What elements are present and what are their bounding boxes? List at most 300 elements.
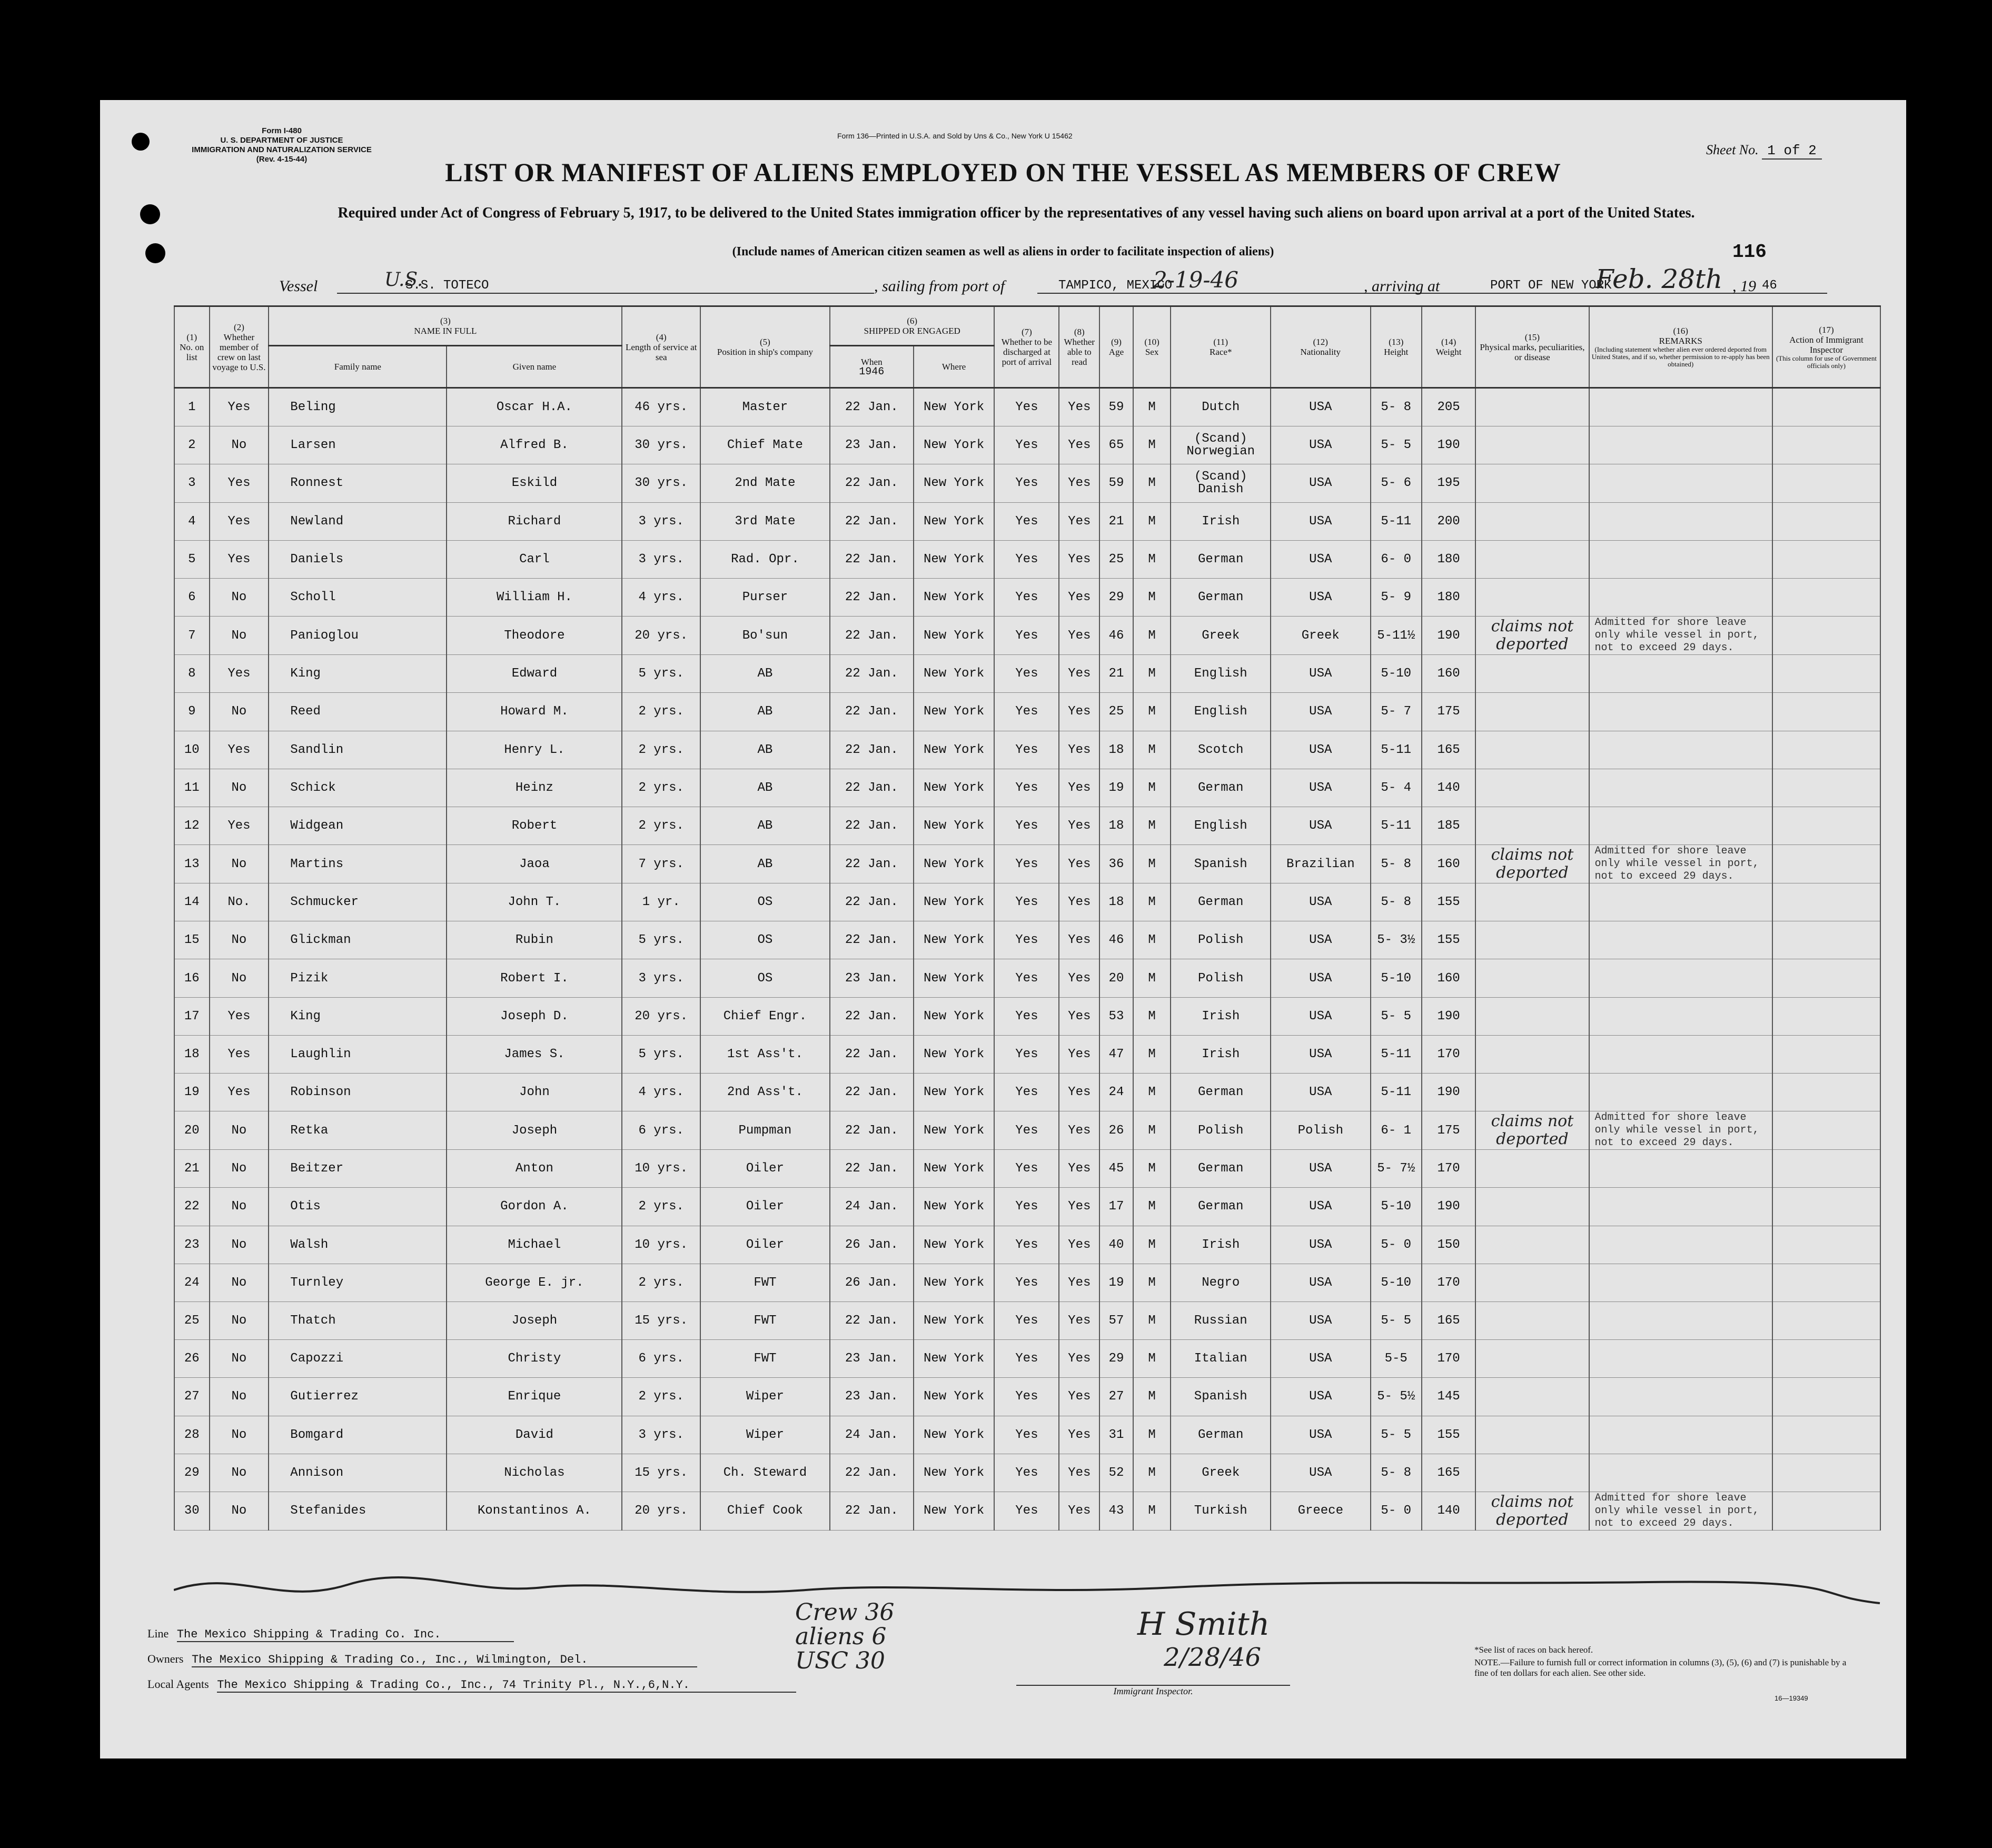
cell-physical-marks <box>1475 807 1589 844</box>
cell-physical-marks <box>1475 1226 1589 1264</box>
cell-shipped-where: New York <box>914 1264 995 1301</box>
cell-shipped-where: New York <box>914 1188 995 1226</box>
cell-last-voyage: No <box>210 1416 269 1454</box>
cell-shipped-when: 22 Jan. <box>830 540 914 578</box>
cell-able-to-read: Yes <box>1059 1454 1099 1492</box>
cell-shipped-where: New York <box>914 1035 995 1073</box>
cell-able-to-read: Yes <box>1059 1226 1099 1264</box>
cell-row-number: 28 <box>174 1416 210 1454</box>
cell-nationality: Brazilian <box>1271 845 1371 883</box>
vessel-name: S.S. TOTECO <box>337 279 874 294</box>
cell-service-length: 6 yrs. <box>622 1340 700 1378</box>
cell-sex: M <box>1133 388 1171 426</box>
cell-race: Dutch <box>1171 388 1271 426</box>
cell-shipped-when: 22 Jan. <box>830 1111 914 1150</box>
cell-weight: 200 <box>1422 502 1475 540</box>
cell-row-number: 25 <box>174 1301 210 1339</box>
cell-last-voyage: Yes <box>210 997 269 1035</box>
cell-weight: 155 <box>1422 883 1475 921</box>
cell-sex: M <box>1133 921 1171 959</box>
cell-weight: 140 <box>1422 769 1475 807</box>
cell-age: 29 <box>1099 1340 1133 1378</box>
cell-remarks <box>1589 1226 1772 1264</box>
cell-able-to-read: Yes <box>1059 1340 1099 1378</box>
cell-position: FWT <box>700 1301 830 1339</box>
cell-service-length: 2 yrs. <box>622 1264 700 1301</box>
cell-physical-marks <box>1475 997 1589 1035</box>
cell-shipped-where: New York <box>914 1416 995 1454</box>
cell-inspector-action <box>1772 883 1880 921</box>
cell-height: 5- 5½ <box>1371 1378 1422 1416</box>
cell-weight: 195 <box>1422 464 1475 502</box>
cell-weight: 145 <box>1422 1378 1475 1416</box>
cell-position: OS <box>700 959 830 997</box>
cell-sex: M <box>1133 1264 1171 1301</box>
table-row <box>174 1454 1880 1492</box>
cell-physical-marks <box>1475 1454 1589 1492</box>
cell-service-length: 15 yrs. <box>622 1301 700 1339</box>
cell-physical-marks <box>1475 1264 1589 1301</box>
col-header-last-voyage: (2) Whether member of crew on last voyage to U.S. <box>210 306 269 388</box>
cell-nationality: USA <box>1271 921 1371 959</box>
cell-sex: M <box>1133 540 1171 578</box>
col-header-height: (13) Height <box>1371 306 1422 388</box>
binder-hole <box>140 204 160 224</box>
cell-service-length: 2 yrs. <box>622 1378 700 1416</box>
cell-race: Spanish <box>1171 1378 1271 1416</box>
sheet-label: Sheet No. <box>1706 142 1759 157</box>
cell-remarks <box>1589 1378 1772 1416</box>
cell-race: Turkish <box>1171 1492 1271 1530</box>
cell-family-name: Annison <box>269 1454 447 1492</box>
cell-shipped-where: New York <box>914 617 995 655</box>
sailing-label: , sailing from port of <box>874 277 1005 295</box>
cell-sex: M <box>1133 1111 1171 1150</box>
col-header-read: (8) Whether able to read <box>1059 306 1099 388</box>
cell-inspector-action <box>1772 1492 1880 1530</box>
cell-given-name: Edward <box>447 655 622 693</box>
cell-remarks <box>1589 655 1772 693</box>
col-header-remarks: (16) REMARKS (Including statement whether alien ever ordered deported from United States, and if so, whether permission to re-apply has been obtained) <box>1589 306 1772 388</box>
cell-nationality: USA <box>1271 997 1371 1035</box>
cell-physical-marks: claims not deported <box>1475 1111 1589 1150</box>
cell-sex: M <box>1133 807 1171 844</box>
cell-given-name: Enrique <box>447 1378 622 1416</box>
cell-nationality: USA <box>1271 655 1371 693</box>
cell-shipped-when: 22 Jan. <box>830 1454 914 1492</box>
cell-row-number: 11 <box>174 769 210 807</box>
cell-last-voyage: No <box>210 578 269 616</box>
cell-given-name: Joseph D. <box>447 997 622 1035</box>
cell-race: Greek <box>1171 1454 1271 1492</box>
cell-weight: 190 <box>1422 997 1475 1035</box>
cell-height: 5- 9 <box>1371 578 1422 616</box>
cell-given-name: Joseph <box>447 1301 622 1339</box>
cell-family-name: Pizik <box>269 959 447 997</box>
cell-remarks <box>1589 693 1772 731</box>
cell-race: Irish <box>1171 1226 1271 1264</box>
cell-row-number: 3 <box>174 464 210 502</box>
cell-age: 59 <box>1099 388 1133 426</box>
cell-age: 18 <box>1099 883 1133 921</box>
cell-row-number: 10 <box>174 731 210 769</box>
table-row <box>174 1150 1880 1188</box>
cell-weight: 205 <box>1422 388 1475 426</box>
cell-age: 20 <box>1099 959 1133 997</box>
cell-last-voyage: No <box>210 1188 269 1226</box>
table-row <box>174 769 1880 807</box>
cell-shipped-where: New York <box>914 388 995 426</box>
cell-race: English <box>1171 693 1271 731</box>
cell-able-to-read: Yes <box>1059 617 1099 655</box>
cell-family-name: Schmucker <box>269 883 447 921</box>
cell-sex: M <box>1133 426 1171 464</box>
penalty-note: NOTE.—Failure to furnish full or correct information in columns (3), (5), (6) and (7) is punishable by a fine of ten dollars for each alien. See other side. <box>1474 1657 1847 1678</box>
cell-weight: 190 <box>1422 426 1475 464</box>
cell-family-name: Walsh <box>269 1226 447 1264</box>
cell-given-name: Gordon A. <box>447 1188 622 1226</box>
closing-wavy-line <box>174 1574 1885 1622</box>
cell-position: FWT <box>700 1340 830 1378</box>
sheet-number <box>1706 142 1822 158</box>
cell-race: Irish <box>1171 997 1271 1035</box>
cell-race: Negro <box>1171 1264 1271 1301</box>
cell-service-length: 5 yrs. <box>622 921 700 959</box>
cell-shipped-when: 22 Jan. <box>830 464 914 502</box>
cell-race: Greek <box>1171 617 1271 655</box>
cell-discharge: Yes <box>994 997 1059 1035</box>
cell-last-voyage: No <box>210 1492 269 1530</box>
cell-race: English <box>1171 655 1271 693</box>
cell-shipped-when: 24 Jan. <box>830 1416 914 1454</box>
cell-last-voyage: No <box>210 921 269 959</box>
cell-race: Polish <box>1171 921 1271 959</box>
cell-row-number: 30 <box>174 1492 210 1530</box>
cell-able-to-read: Yes <box>1059 1111 1099 1150</box>
col-header-nationality: (12) Nationality <box>1271 306 1371 388</box>
cell-shipped-when: 22 Jan. <box>830 921 914 959</box>
cell-last-voyage: No <box>210 1150 269 1188</box>
cell-nationality: USA <box>1271 388 1371 426</box>
cell-discharge: Yes <box>994 426 1059 464</box>
cell-shipped-where: New York <box>914 959 995 997</box>
col-header-where: Where <box>914 346 995 388</box>
cell-able-to-read: Yes <box>1059 502 1099 540</box>
cell-height: 5-5 <box>1371 1340 1422 1378</box>
cell-able-to-read: Yes <box>1059 655 1099 693</box>
cell-given-name: James S. <box>447 1035 622 1073</box>
cell-able-to-read: Yes <box>1059 1074 1099 1111</box>
cell-sex: M <box>1133 1378 1171 1416</box>
cell-nationality: USA <box>1271 959 1371 997</box>
table-row <box>174 1416 1880 1454</box>
line-value: The Mexico Shipping & Trading Co. Inc. <box>177 1628 514 1642</box>
cell-shipped-when: 26 Jan. <box>830 1226 914 1264</box>
cell-inspector-action <box>1772 464 1880 502</box>
cell-last-voyage: No. <box>210 883 269 921</box>
cell-physical-marks <box>1475 426 1589 464</box>
cell-height: 6- 0 <box>1371 540 1422 578</box>
cell-service-length: 4 yrs. <box>622 1074 700 1111</box>
cell-discharge: Yes <box>994 959 1059 997</box>
cell-nationality: USA <box>1271 1035 1371 1073</box>
cell-age: 21 <box>1099 502 1133 540</box>
table-row <box>174 655 1880 693</box>
cell-able-to-read: Yes <box>1059 540 1099 578</box>
cell-remarks <box>1589 578 1772 616</box>
cell-position: 3rd Mate <box>700 502 830 540</box>
cell-given-name: Joseph <box>447 1111 622 1150</box>
cell-inspector-action <box>1772 921 1880 959</box>
cell-shipped-when: 26 Jan. <box>830 1264 914 1301</box>
cell-service-length: 30 yrs. <box>622 464 700 502</box>
cell-physical-marks <box>1475 1035 1589 1073</box>
cell-height: 5- 6 <box>1371 464 1422 502</box>
cell-shipped-when: 22 Jan. <box>830 1150 914 1188</box>
cell-age: 31 <box>1099 1416 1133 1454</box>
cell-discharge: Yes <box>994 807 1059 844</box>
col-header-service: (4) Length of service at sea <box>622 306 700 388</box>
cell-nationality: Polish <box>1271 1111 1371 1150</box>
cell-sex: M <box>1133 883 1171 921</box>
cell-last-voyage: Yes <box>210 540 269 578</box>
cell-row-number: 12 <box>174 807 210 844</box>
cell-nationality: USA <box>1271 1454 1371 1492</box>
table-row <box>174 845 1880 883</box>
cell-able-to-read: Yes <box>1059 1416 1099 1454</box>
cell-position: Bo'sun <box>700 617 830 655</box>
include-note: (Include names of American citizen seamen as well as aliens in order to facilitate inspection of aliens) <box>732 245 1274 259</box>
cell-age: 21 <box>1099 655 1133 693</box>
cell-remarks <box>1589 921 1772 959</box>
cell-height: 5-11½ <box>1371 617 1422 655</box>
cell-row-number: 26 <box>174 1340 210 1378</box>
cell-remarks <box>1589 540 1772 578</box>
cell-given-name: John T. <box>447 883 622 921</box>
cell-given-name: Rubin <box>447 921 622 959</box>
cell-height: 5-10 <box>1371 655 1422 693</box>
cell-nationality: USA <box>1271 693 1371 731</box>
cell-family-name: Laughlin <box>269 1035 447 1073</box>
cell-discharge: Yes <box>994 769 1059 807</box>
cell-given-name: Robert I. <box>447 959 622 997</box>
cell-able-to-read: Yes <box>1059 1150 1099 1188</box>
cell-nationality: USA <box>1271 1340 1371 1378</box>
cell-weight: 170 <box>1422 1264 1475 1301</box>
cell-age: 26 <box>1099 1111 1133 1150</box>
cell-shipped-where: New York <box>914 1378 995 1416</box>
cell-discharge: Yes <box>994 655 1059 693</box>
table-row <box>174 1378 1880 1416</box>
cell-shipped-when: 22 Jan. <box>830 807 914 844</box>
cell-able-to-read: Yes <box>1059 883 1099 921</box>
cell-sex: M <box>1133 655 1171 693</box>
cell-position: Oiler <box>700 1150 830 1188</box>
table-row <box>174 1111 1880 1150</box>
cell-position: Oiler <box>700 1188 830 1226</box>
cell-able-to-read: Yes <box>1059 1264 1099 1301</box>
cell-race: Italian <box>1171 1340 1271 1378</box>
col-header-sex: (10) Sex <box>1133 306 1171 388</box>
cell-weight: 175 <box>1422 693 1475 731</box>
cell-race: German <box>1171 1150 1271 1188</box>
cell-shipped-where: New York <box>914 426 995 464</box>
cell-remarks <box>1589 1150 1772 1188</box>
cell-last-voyage: Yes <box>210 502 269 540</box>
cell-family-name: Robinson <box>269 1074 447 1111</box>
cell-last-voyage: Yes <box>210 1074 269 1111</box>
cell-discharge: Yes <box>994 1264 1059 1301</box>
cell-last-voyage: No <box>210 1454 269 1492</box>
cell-row-number: 16 <box>174 959 210 997</box>
department: U. S. DEPARTMENT OF JUSTICE <box>220 136 343 145</box>
cell-last-voyage: No <box>210 617 269 655</box>
cell-discharge: Yes <box>994 540 1059 578</box>
cell-age: 36 <box>1099 845 1133 883</box>
table-row <box>174 502 1880 540</box>
cell-remarks <box>1589 502 1772 540</box>
cell-weight: 150 <box>1422 1226 1475 1264</box>
cell-nationality: USA <box>1271 883 1371 921</box>
cell-height: 6- 1 <box>1371 1111 1422 1150</box>
cell-shipped-when: 22 Jan. <box>830 845 914 883</box>
cell-weight: 190 <box>1422 1188 1475 1226</box>
cell-height: 5- 8 <box>1371 883 1422 921</box>
cell-service-length: 5 yrs. <box>622 655 700 693</box>
cell-age: 43 <box>1099 1492 1133 1530</box>
cell-service-length: 1 yr. <box>622 883 700 921</box>
cell-inspector-action <box>1772 997 1880 1035</box>
cell-height: 5- 8 <box>1371 388 1422 426</box>
cell-height: 5- 7 <box>1371 693 1422 731</box>
cell-shipped-when: 22 Jan. <box>830 1301 914 1339</box>
cell-row-number: 4 <box>174 502 210 540</box>
cell-able-to-read: Yes <box>1059 769 1099 807</box>
cell-weight: 190 <box>1422 1074 1475 1111</box>
service-name: IMMIGRATION AND NATURALIZATION SERVICE <box>192 145 372 154</box>
cell-family-name: Thatch <box>269 1301 447 1339</box>
cell-age: 57 <box>1099 1301 1133 1339</box>
cell-race: German <box>1171 578 1271 616</box>
cell-inspector-action <box>1772 1074 1880 1111</box>
cell-shipped-where: New York <box>914 1492 995 1530</box>
col-header-family-name: Family name <box>269 346 447 388</box>
cell-physical-marks <box>1475 921 1589 959</box>
cell-position: AB <box>700 731 830 769</box>
cell-inspector-action <box>1772 617 1880 655</box>
cell-given-name: Robert <box>447 807 622 844</box>
cell-discharge: Yes <box>994 1035 1059 1073</box>
cell-family-name: Glickman <box>269 921 447 959</box>
cell-service-length: 3 yrs. <box>622 1416 700 1454</box>
cell-physical-marks <box>1475 731 1589 769</box>
binder-hole <box>132 133 150 151</box>
cell-row-number: 1 <box>174 388 210 426</box>
cell-nationality: USA <box>1271 502 1371 540</box>
cell-shipped-where: New York <box>914 1301 995 1339</box>
cell-row-number: 29 <box>174 1454 210 1492</box>
cell-sex: M <box>1133 502 1171 540</box>
cell-given-name: David <box>447 1416 622 1454</box>
cell-able-to-read: Yes <box>1059 693 1099 731</box>
cell-height: 5-11 <box>1371 1074 1422 1111</box>
cell-physical-marks <box>1475 1188 1589 1226</box>
cell-height: 5- 3½ <box>1371 921 1422 959</box>
cell-nationality: USA <box>1271 769 1371 807</box>
vessel-label: Vessel <box>279 277 318 295</box>
cell-physical-marks <box>1475 1150 1589 1188</box>
cell-height: 5- 0 <box>1371 1226 1422 1264</box>
table-row <box>174 959 1880 997</box>
cell-given-name: Nicholas <box>447 1454 622 1492</box>
cell-height: 5-11 <box>1371 807 1422 844</box>
cell-sex: M <box>1133 1226 1171 1264</box>
crew-count-note: Crew 36 aliens 6 USC 30 <box>795 1599 895 1674</box>
cell-row-number: 2 <box>174 426 210 464</box>
cell-given-name: Jaoa <box>447 845 622 883</box>
cell-service-length: 7 yrs. <box>622 845 700 883</box>
cell-sex: M <box>1133 1492 1171 1530</box>
cell-age: 40 <box>1099 1226 1133 1264</box>
cell-height: 5-10 <box>1371 1264 1422 1301</box>
cell-given-name: Henry L. <box>447 731 622 769</box>
cell-inspector-action <box>1772 1416 1880 1454</box>
cell-nationality: USA <box>1271 1416 1371 1454</box>
cell-last-voyage: Yes <box>210 1035 269 1073</box>
cell-nationality: USA <box>1271 426 1371 464</box>
cell-given-name: John <box>447 1074 622 1111</box>
cell-able-to-read: Yes <box>1059 388 1099 426</box>
col-header-discharge: (7) Whether to be discharged at port of arrival <box>994 306 1059 388</box>
cell-race: German <box>1171 769 1271 807</box>
cell-able-to-read: Yes <box>1059 1188 1099 1226</box>
cell-weight: 165 <box>1422 1454 1475 1492</box>
cell-weight: 155 <box>1422 1416 1475 1454</box>
cell-remarks <box>1589 1454 1772 1492</box>
cell-weight: 190 <box>1422 617 1475 655</box>
inspector-signature: H Smith <box>1137 1606 1270 1643</box>
cell-nationality: USA <box>1271 578 1371 616</box>
cell-last-voyage: No <box>210 959 269 997</box>
col-header-age: (9) Age <box>1099 306 1133 388</box>
table-row <box>174 807 1880 844</box>
cell-shipped-where: New York <box>914 464 995 502</box>
cell-inspector-action <box>1772 807 1880 844</box>
col-header-name: (3) NAME IN FULL <box>269 306 622 346</box>
cell-race: German <box>1171 1188 1271 1226</box>
cell-shipped-where: New York <box>914 921 995 959</box>
cell-row-number: 5 <box>174 540 210 578</box>
cell-service-length: 3 yrs. <box>622 540 700 578</box>
cell-inspector-action <box>1772 959 1880 997</box>
cell-shipped-when: 24 Jan. <box>830 1188 914 1226</box>
cell-shipped-where: New York <box>914 1226 995 1264</box>
cell-age: 65 <box>1099 426 1133 464</box>
cell-race: Polish <box>1171 1111 1271 1150</box>
cell-row-number: 24 <box>174 1264 210 1301</box>
cell-age: 17 <box>1099 1188 1133 1226</box>
cell-weight: 140 <box>1422 1492 1475 1530</box>
cell-weight: 165 <box>1422 731 1475 769</box>
cell-shipped-when: 22 Jan. <box>830 617 914 655</box>
cell-service-length: 20 yrs. <box>622 617 700 655</box>
cell-shipped-when: 22 Jan. <box>830 502 914 540</box>
cell-remarks <box>1589 1416 1772 1454</box>
cell-row-number: 6 <box>174 578 210 616</box>
table-row <box>174 1035 1880 1073</box>
cell-discharge: Yes <box>994 1378 1059 1416</box>
cell-row-number: 17 <box>174 997 210 1035</box>
